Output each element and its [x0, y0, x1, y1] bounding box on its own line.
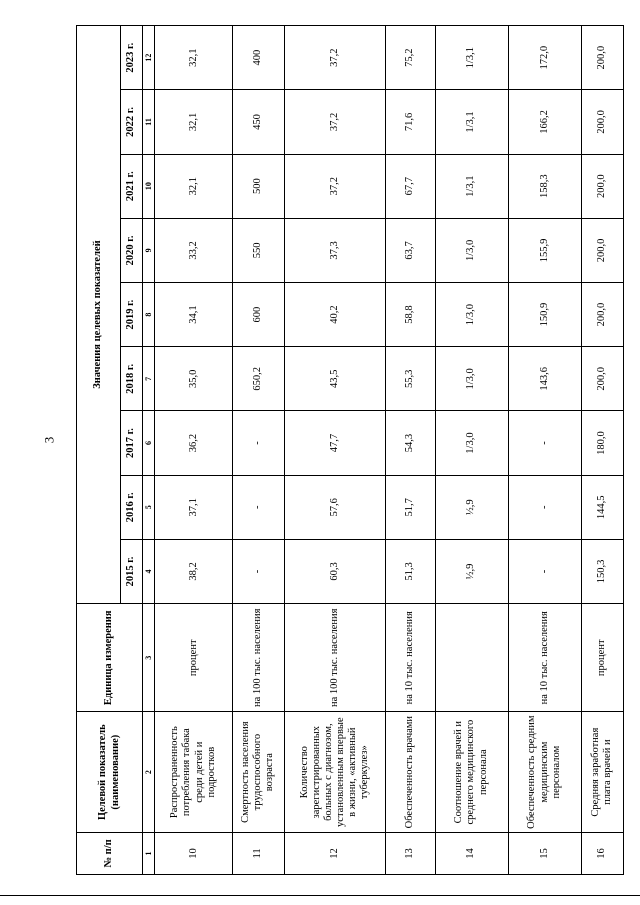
row-number: 16: [581, 832, 623, 874]
value-cell: 200,0: [581, 347, 623, 411]
table-body: [155, 26, 624, 875]
header-values-group: Значения целевых показателей: [77, 26, 121, 604]
value-cell: 57,6: [284, 475, 385, 539]
value-cell: 38,2: [155, 539, 233, 603]
column-number: 7: [143, 347, 155, 411]
value-cell: 200,0: [581, 218, 623, 282]
value-cell: 158,3: [508, 154, 581, 218]
value-cell: 47,7: [284, 411, 385, 475]
column-number: 6: [143, 411, 155, 475]
value-cell: ½,9: [435, 539, 508, 603]
value-cell: 43,5: [284, 347, 385, 411]
value-cell: 33,2: [155, 218, 233, 282]
value-cell: -: [508, 539, 581, 603]
value-cell: 200,0: [581, 90, 623, 154]
row-number: 14: [435, 832, 508, 874]
value-cell: 34,1: [155, 283, 233, 347]
column-number: 5: [143, 475, 155, 539]
header-year: 2020 г.: [121, 218, 143, 282]
value-cell: 37,3: [284, 218, 385, 282]
value-cell: 144,5: [581, 475, 623, 539]
header-year: 2019 г.: [121, 283, 143, 347]
unit-cell: на 10 тыс. населения: [386, 604, 435, 712]
value-cell: 37,2: [284, 90, 385, 154]
value-cell: 55,3: [386, 347, 435, 411]
table-row: [581, 26, 623, 875]
value-cell: 1/3,1: [435, 154, 508, 218]
value-cell: 60,3: [284, 539, 385, 603]
value-cell: 1/3,0: [435, 218, 508, 282]
value-cell: 1/3,1: [435, 26, 508, 90]
value-cell: 35,0: [155, 347, 233, 411]
header-row-group: [77, 26, 121, 875]
value-cell: 172,0: [508, 26, 581, 90]
unit-cell: процент: [155, 604, 233, 712]
unit-cell: процент: [581, 604, 623, 712]
value-cell: -: [232, 411, 284, 475]
indicator-name: Соотношение врачей и среднего медицинского персонала: [435, 712, 508, 832]
indicators-table: [76, 25, 624, 875]
indicator-name: Количество зарегистрированных больных с диагнозом, установленным впервые в жизни, «активный туберкулез»: [284, 712, 385, 832]
row-number: 10: [155, 832, 233, 874]
header-year: 2022 г.: [121, 90, 143, 154]
indicator-name: Обеспеченность врачами: [386, 712, 435, 832]
header-year: 2021 г.: [121, 154, 143, 218]
header-year: 2015 г.: [121, 539, 143, 603]
header-year: 2023 г.: [121, 26, 143, 90]
indicator-name: Средняя заработная плата врачей и: [581, 712, 623, 832]
unit-cell: на 100 тыс. населения: [232, 604, 284, 712]
unit-cell: на 100 тыс. населения: [284, 604, 385, 712]
indicators-table-rotated: [76, 25, 624, 875]
unit-cell: [435, 604, 508, 712]
header-year: 2018 г.: [121, 347, 143, 411]
value-cell: 166,2: [508, 90, 581, 154]
value-cell: 32,1: [155, 26, 233, 90]
value-cell: 200,0: [581, 154, 623, 218]
value-cell: 40,2: [284, 283, 385, 347]
value-cell: 54,3: [386, 411, 435, 475]
value-cell: 32,1: [155, 90, 233, 154]
value-cell: -: [232, 475, 284, 539]
header-year: 2017 г.: [121, 411, 143, 475]
value-cell: 71,6: [386, 90, 435, 154]
table-row: [386, 26, 435, 875]
value-cell: 75,2: [386, 26, 435, 90]
value-cell: 67,7: [386, 154, 435, 218]
value-cell: 200,0: [581, 26, 623, 90]
table-row: [435, 26, 508, 875]
header-year: 2016 г.: [121, 475, 143, 539]
value-cell: 1/3,0: [435, 347, 508, 411]
value-cell: 500: [232, 154, 284, 218]
column-number: 3: [143, 604, 155, 712]
indicator-name: Распространенность потребления табака среди детей и подростков: [155, 712, 233, 832]
column-number: 12: [143, 26, 155, 90]
value-cell: -: [508, 475, 581, 539]
indicator-name: Обеспеченность средним медицинским персоналом: [508, 712, 581, 832]
value-cell: 37,1: [155, 475, 233, 539]
column-number: 4: [143, 539, 155, 603]
value-cell: 450: [232, 90, 284, 154]
value-cell: 150,9: [508, 283, 581, 347]
column-number-row: [143, 26, 155, 875]
table-row: [155, 26, 233, 875]
value-cell: 37,2: [284, 26, 385, 90]
row-number: 12: [284, 832, 385, 874]
column-number: 11: [143, 90, 155, 154]
value-cell: -: [508, 411, 581, 475]
unit-cell: на 10 тыс. населения: [508, 604, 581, 712]
value-cell: 400: [232, 26, 284, 90]
header-unit: Единица измерения: [77, 604, 143, 712]
row-number: 15: [508, 832, 581, 874]
table-row: [508, 26, 581, 875]
value-cell: 550: [232, 218, 284, 282]
bottom-rule: [0, 895, 640, 896]
row-number: 11: [232, 832, 284, 874]
value-cell: 650,2: [232, 347, 284, 411]
header-no: № п/п: [77, 832, 143, 874]
column-number: 8: [143, 283, 155, 347]
table-row: [232, 26, 284, 875]
value-cell: 200,0: [581, 283, 623, 347]
value-cell: 180,0: [581, 411, 623, 475]
column-number: 10: [143, 154, 155, 218]
table-row: [284, 26, 385, 875]
value-cell: 150,3: [581, 539, 623, 603]
value-cell: 37,2: [284, 154, 385, 218]
page-number: 3: [41, 436, 57, 444]
value-cell: ½,9: [435, 475, 508, 539]
value-cell: 32,1: [155, 154, 233, 218]
value-cell: 1/3,0: [435, 411, 508, 475]
column-number: 9: [143, 218, 155, 282]
value-cell: 58,8: [386, 283, 435, 347]
header-indicator: Целевой показатель (наименование): [77, 712, 143, 832]
column-number: 2: [143, 712, 155, 832]
value-cell: 155,9: [508, 218, 581, 282]
value-cell: -: [232, 539, 284, 603]
value-cell: 600: [232, 283, 284, 347]
value-cell: 1/3,0: [435, 283, 508, 347]
value-cell: 51,7: [386, 475, 435, 539]
indicator-name: Смертность населения трудоспособного возраста: [232, 712, 284, 832]
value-cell: 1/3,1: [435, 90, 508, 154]
value-cell: 51,3: [386, 539, 435, 603]
value-cell: 143,6: [508, 347, 581, 411]
column-number: 1: [143, 832, 155, 874]
value-cell: 36,2: [155, 411, 233, 475]
row-number: 13: [386, 832, 435, 874]
value-cell: 63,7: [386, 218, 435, 282]
